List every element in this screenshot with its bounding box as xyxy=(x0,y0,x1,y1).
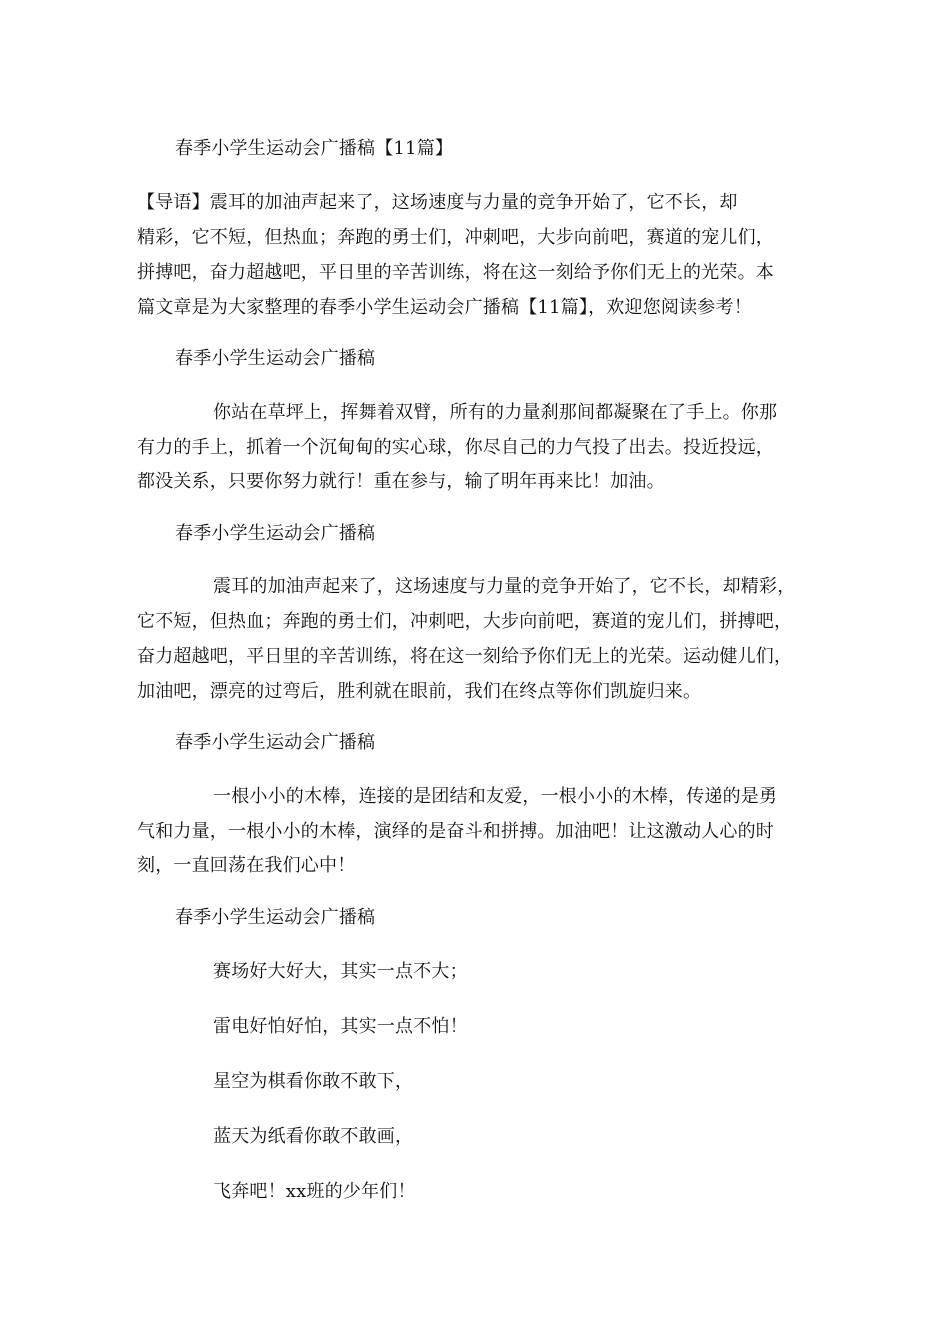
paragraph-line: 你站在草坪上，挥舞着双臂，所有的力量刹那间都凝聚在了手上。你那 xyxy=(213,402,778,423)
paragraph-line: 它不短，但热血；奔跑的勇士们，冲刺吧，大步向前吧，赛道的宠儿们，拼搏吧， xyxy=(137,611,793,632)
paragraph-line: 奋力超越吧，平日里的辛苦训练，将在这一刻给予你们无上的光荣。运动健儿们， xyxy=(137,646,793,667)
verse-line: 星空为棋看你敢不敢下， xyxy=(213,1071,414,1092)
paragraph-line: 震耳的加油声起来了，这场速度与力量的竞争开始了，它不长，却精彩， xyxy=(213,576,796,597)
section-heading: 春季小学生运动会广播稿 xyxy=(175,523,376,544)
verse-line: 雷电好怕好怕，其实一点不怕！ xyxy=(213,1016,468,1037)
intro-line: 精彩，它不短，但热血；奔跑的勇士们，冲刺吧，大步向前吧，赛道的宠儿们， xyxy=(137,227,774,248)
paragraph-line: 刻，一直回荡在我们心中！ xyxy=(137,855,356,876)
intro-line: 【导语】震耳的加油声起来了，这场速度与力量的竞争开始了，它不长，却 xyxy=(137,192,738,213)
paragraph-line: 一根小小的木棒，连接的是团结和友爱，一根小小的木棒，传递的是勇 xyxy=(213,786,778,807)
section-heading: 春季小学生运动会广播稿 xyxy=(175,348,376,369)
intro-line: 篇文章是为大家整理的春季小学生运动会广播稿【11篇】，欢迎您阅读参考！ xyxy=(137,297,752,318)
paragraph-line: 加油吧，漂亮的过弯后，胜利就在眼前，我们在终点等你们凯旋归来。 xyxy=(137,681,702,702)
intro-line: 拼搏吧，奋力超越吧，平日里的辛苦训练，将在这一刻给予你们无上的光荣。本 xyxy=(137,262,774,283)
verse-line: 蓝天为纸看你敢不敢画， xyxy=(213,1126,414,1147)
paragraph-line: 气和力量，一根小小的木棒，演绎的是奋斗和拼搏。加油吧！让这激动人心的时 xyxy=(137,821,774,842)
section-heading: 春季小学生运动会广播稿 xyxy=(175,732,376,753)
paragraph-line: 有力的手上，抓着一个沉甸甸的实心球，你尽自己的力气投了出去。投近投远， xyxy=(137,437,774,458)
document-title: 春季小学生运动会广播稿【11篇】 xyxy=(175,138,454,159)
section-heading: 春季小学生运动会广播稿 xyxy=(175,907,376,928)
verse-line: 飞奔吧！xx班的少年们！ xyxy=(213,1181,416,1202)
verse-line: 赛场好大好大，其实一点不大； xyxy=(213,961,468,982)
paragraph-line: 都没关系，只要你努力就行！重在参与，输了明年再来比！加油。 xyxy=(137,471,665,492)
